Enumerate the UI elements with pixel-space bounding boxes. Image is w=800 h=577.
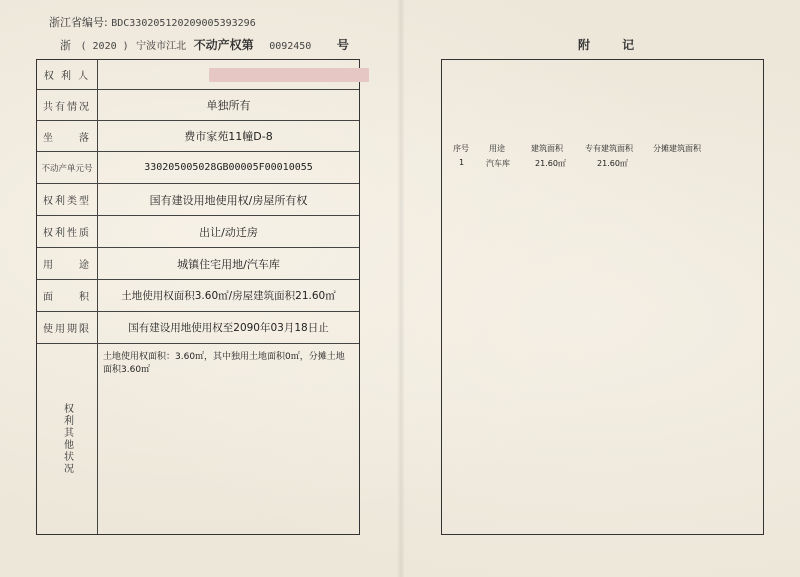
form-value: 国有建设用地使用权至2090年03月18日止 xyxy=(128,322,329,334)
form-row-ownership xyxy=(37,90,359,121)
appendix-cell: 21.60㎡ xyxy=(597,159,628,168)
redacted-owner-box xyxy=(209,68,369,82)
form-label: 面 积 xyxy=(37,280,98,311)
form-value: 出让/动迁房 xyxy=(199,225,258,239)
form-row-usage xyxy=(37,248,359,280)
form-label: 权利性质 xyxy=(37,216,98,247)
appendix-header: 建筑面积 xyxy=(531,144,563,153)
cert-number: 0092450 xyxy=(269,41,312,52)
form-row-unit-number xyxy=(37,152,359,184)
province: 浙 xyxy=(60,39,71,52)
form-label: 坐 落 xyxy=(37,121,98,151)
form-value: 土地使用权面积3.60㎡/房屋建筑面积21.60㎡ xyxy=(121,290,336,302)
appendix-title: 附 记 xyxy=(578,38,649,52)
form-row-location xyxy=(37,121,359,152)
appendix-cell: 汽车库 xyxy=(486,159,510,168)
form-row-area xyxy=(37,280,359,312)
appendix-cell: 1 xyxy=(459,158,465,167)
form-row-other xyxy=(37,344,359,534)
form-label: 不动产单元号 xyxy=(37,152,98,183)
form-value: 国有建设用地使用权/房屋所有权 xyxy=(149,193,308,207)
form-label: 权 利 人 xyxy=(37,60,98,89)
form-row-right-nature xyxy=(37,216,359,248)
appendix-header: 用途 xyxy=(489,144,505,153)
year: ( 2020 ) xyxy=(80,41,129,52)
cert-suffix: 号 xyxy=(336,38,349,52)
form-label: 使用期限 xyxy=(37,312,98,343)
form-label: 共有情况 xyxy=(37,90,98,120)
form-label-other xyxy=(37,344,98,534)
form-label: 权利类型 xyxy=(37,184,98,215)
form-row-owner xyxy=(37,60,359,90)
cert-title-line xyxy=(60,36,349,53)
other-text: 土地使用权面积：3.60㎡，其中独用土地面积0㎡，分摊土地面积3.60㎡ xyxy=(103,352,345,375)
appendix-cell: 21.60㎡ xyxy=(535,159,566,168)
form-row-right-type xyxy=(37,184,359,216)
appendix-header: 分摊建筑面积 xyxy=(653,144,701,153)
appendix-box xyxy=(441,59,764,535)
other-label: 权利其他状况 xyxy=(61,403,73,475)
cert-code-line xyxy=(49,14,256,30)
appendix-header: 专有建筑面积 xyxy=(585,144,633,153)
form-value xyxy=(98,60,359,89)
form-value: 单独所有 xyxy=(206,99,251,112)
property-form xyxy=(36,59,360,535)
form-value: 330205005028GB00005F00010055 xyxy=(144,162,313,173)
form-label: 用 途 xyxy=(37,248,98,279)
cert-code-label: 浙江省编号: xyxy=(49,16,108,29)
appendix-header: 序号 xyxy=(453,144,469,153)
form-value: 费市家苑11幢D-8 xyxy=(184,130,273,143)
cert-title: 不动产权第 xyxy=(193,38,254,52)
cert-code: BDC33020512020900539329​6 xyxy=(111,18,256,29)
form-row-term xyxy=(37,312,359,344)
page-fold xyxy=(397,0,405,577)
district: 宁波市江北 xyxy=(136,41,187,52)
form-value: 城镇住宅用地/汽车库 xyxy=(177,257,280,271)
